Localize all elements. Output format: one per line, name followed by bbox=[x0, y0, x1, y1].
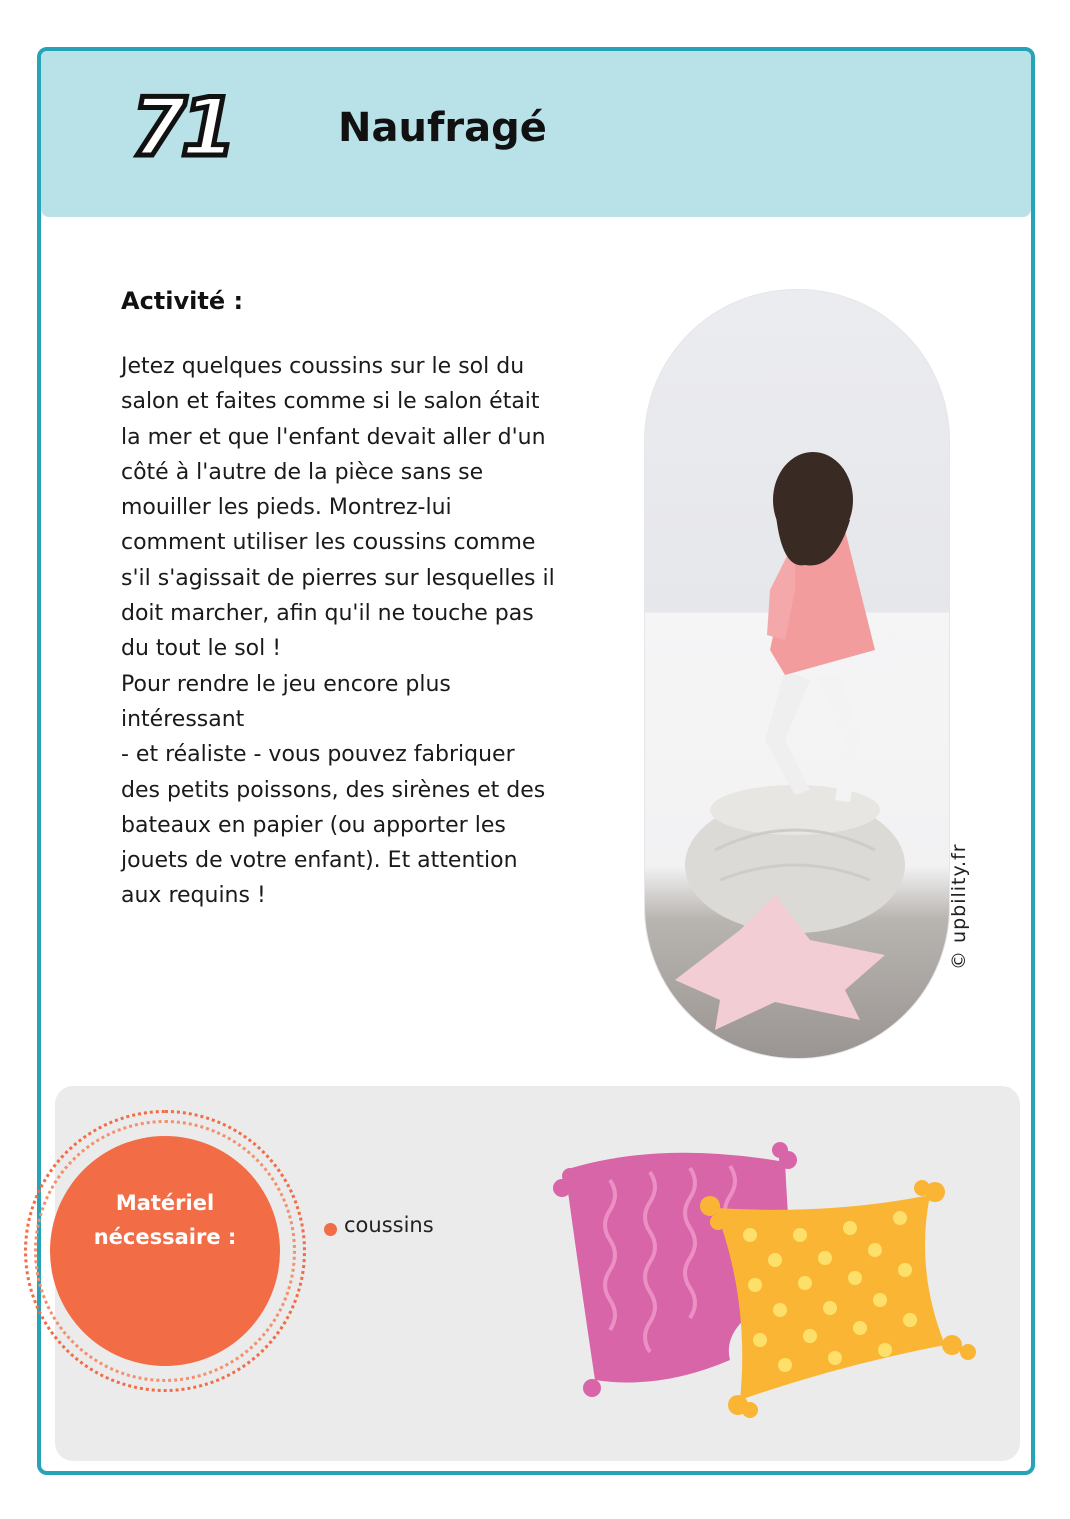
card-header bbox=[41, 51, 1031, 217]
copyright-credit: © upbility.fr bbox=[948, 843, 970, 970]
yellow-pillow-icon bbox=[700, 1180, 976, 1418]
activity-description: Jetez quelques coussins sur le sol du salon et faites comme si le salon était la mer et que l'enfant devait aller d'un côté à l'autre de la pièce sans se mouiller les pieds. Montrez-lui comment utiliser les coussins comme s'il s'agissait de pierres sur lesquelles il doit marcher, afin qu'il ne touche pas du tout le sol ! Pour rendre le jeu encore plus intéressant - et réaliste - vous pouvez fabriquer des petits poissons, des sirènes et des bateaux en papier (ou apporter les jouets de votre enfant). Et attention aux requins ! bbox=[121, 354, 555, 909]
card-number: 71 bbox=[131, 81, 231, 174]
child-on-pouf-photo bbox=[644, 289, 950, 1059]
bullet-dot-icon bbox=[324, 1223, 337, 1236]
materials-label: Matériel nécessaire : bbox=[93, 1191, 237, 1249]
photo-illustration bbox=[645, 290, 949, 1058]
materials-item: coussins bbox=[344, 1213, 434, 1237]
activity-label: Activité : bbox=[121, 287, 244, 315]
card-title: Naufragé bbox=[338, 105, 547, 151]
pillows-illustration bbox=[510, 1100, 1030, 1440]
